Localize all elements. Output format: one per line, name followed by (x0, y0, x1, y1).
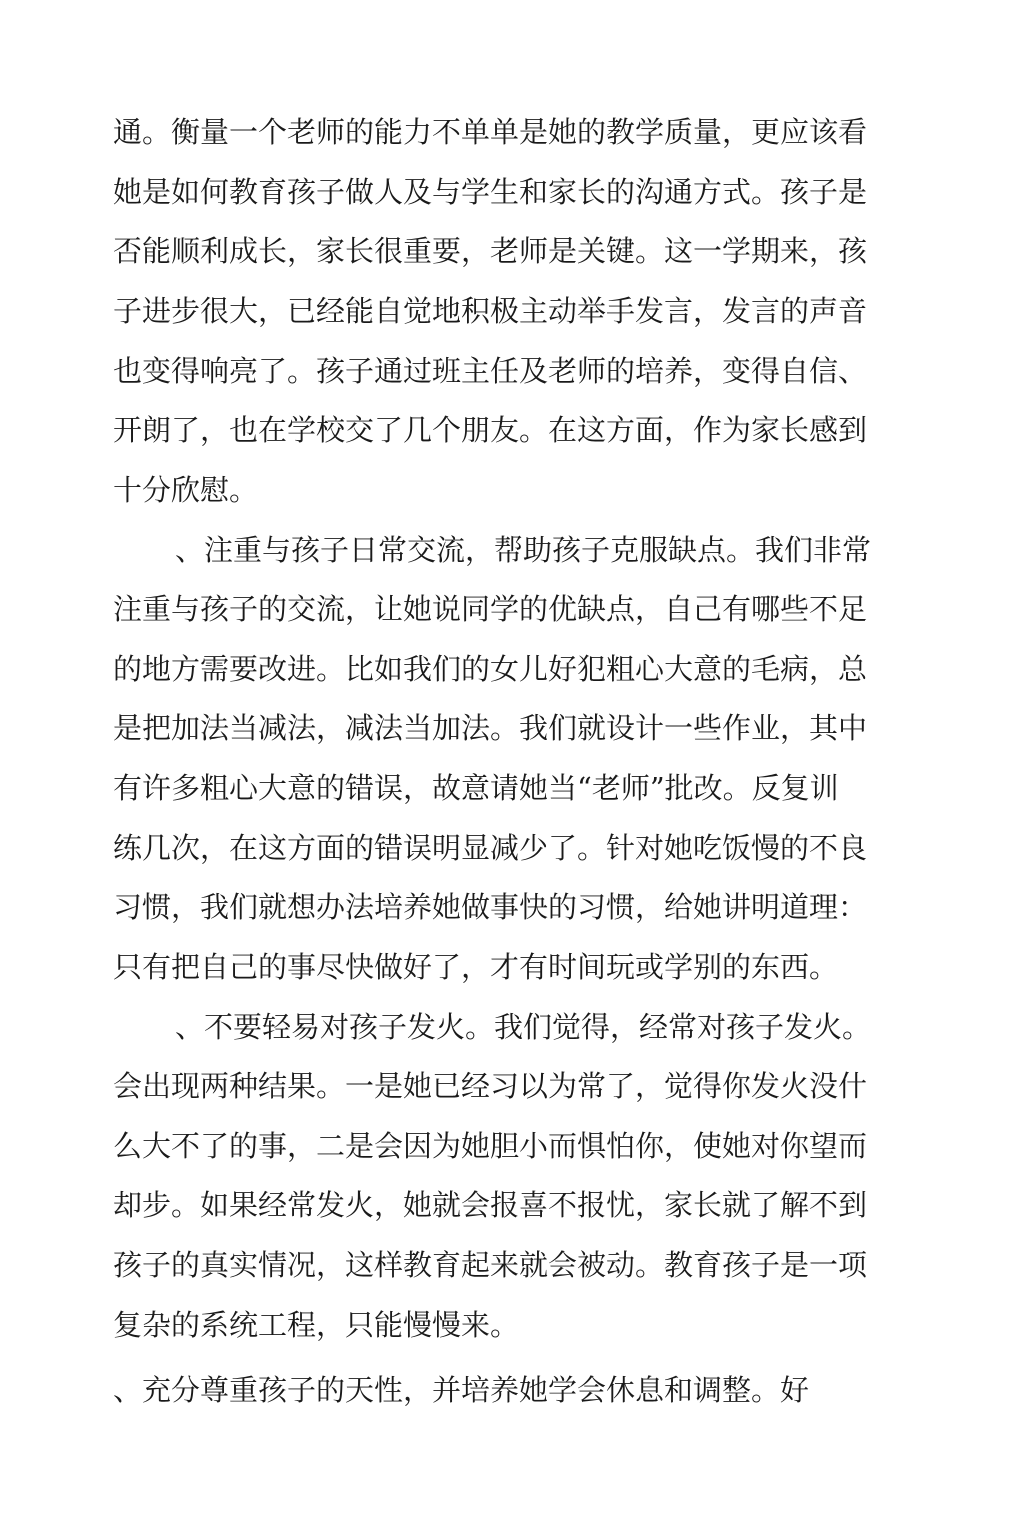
text-line: 复杂的系统工程，只能慢慢来。 (113, 1308, 520, 1342)
text-line: 有许多粗心大意的错误，故意请她当“老师”批改。反复训 (113, 771, 839, 805)
paragraph-start-line: 、不要轻易对孩子发火。我们觉得，经常对孩子发火。 (175, 1010, 872, 1044)
text-line: 么大不了的事，二是会因为她胆小而惧怕你，使她对你望而 (113, 1129, 868, 1163)
text-line: 否能顺利成长，家长很重要，老师是关键。这一学期来，孩 (113, 234, 868, 268)
text-line: 会出现两种结果。一是她已经习以为常了，觉得你发火没什 (113, 1069, 868, 1103)
text-line: 注重与孩子的交流，让她说同学的优缺点，自己有哪些不足 (113, 592, 868, 626)
text-line: 只有把自己的事尽快做好了，才有时间玩或学别的东西。 (113, 950, 839, 984)
text-line: 的地方需要改进。比如我们的女儿好犯粗心大意的毛病，总 (113, 652, 868, 686)
text-line: 练几次，在这方面的错误明显减少了。针对她吃饭慢的不良 (113, 831, 868, 865)
paragraph-start-line: 、注重与孩子日常交流，帮助孩子克服缺点。我们非常 (175, 533, 872, 567)
text-line: 子进步很大，已经能自觉地积极主动举手发言，发言的声音 (113, 294, 868, 328)
text-line: 通。衡量一个老师的能力不单单是她的教学质量，更应该看 (113, 115, 868, 149)
text-line: 孩子的真实情况，这样教育起来就会被动。教育孩子是一项 (113, 1248, 868, 1282)
text-line: 是把加法当减法，减法当加法。我们就设计一些作业，其中 (113, 711, 868, 745)
paragraph-start-line: 、充分尊重孩子的天性，并培养她学会休息和调整。好 (113, 1373, 810, 1407)
text-line: 她是如何教育孩子做人及与学生和家长的沟通方式。孩子是 (113, 175, 868, 209)
text-line: 习惯，我们就想办法培养她做事快的习惯，给她讲明道理： (113, 890, 868, 924)
text-line: 也变得响亮了。孩子通过班主任及老师的培养，变得自信、 (113, 354, 868, 388)
text-line: 开朗了，也在学校交了几个朋友。在这方面，作为家长感到 (113, 413, 868, 447)
text-line: 十分欣慰。 (113, 473, 259, 507)
text-line: 却步。如果经常发火，她就会报喜不报忧，家长就了解不到 (113, 1188, 868, 1222)
